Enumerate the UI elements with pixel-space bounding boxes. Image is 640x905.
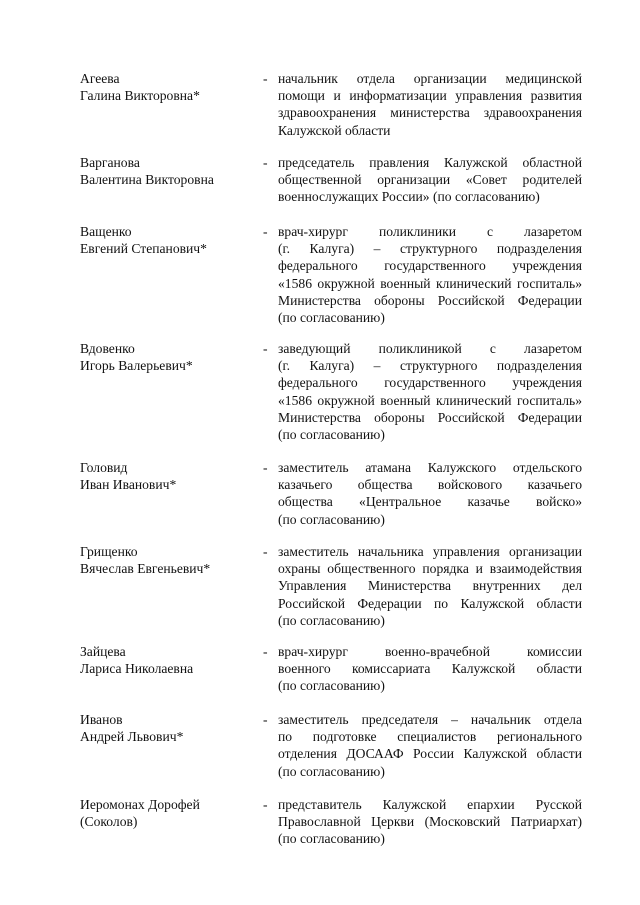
position-line: федерального государственного учреждения (278, 258, 582, 274)
position-line: «1586 окружной военный клинический госпиталь» (278, 275, 582, 291)
member-surname: Агеева (80, 71, 120, 86)
dash-separator: - (263, 797, 268, 812)
position-line: здравоохранения министерства здравоохранения (278, 105, 582, 121)
member-name (80, 340, 255, 374)
position-line: военного комиссариата Калужской области (278, 661, 582, 677)
dash-separator: - (263, 460, 268, 475)
position-line: врач-хирург поликлиники с лазаретом (278, 224, 582, 239)
position-line: (по согласованию) (278, 831, 385, 847)
position-line: общественной организации «Совет родителей (278, 172, 582, 188)
dash-separator: - (263, 644, 268, 659)
member-position (278, 711, 582, 780)
member-position (278, 643, 582, 695)
position-line: «1586 окружной военный клинический госпиталь» (278, 392, 582, 408)
dash-separator: - (263, 71, 268, 86)
member-name (80, 223, 255, 257)
position-line: заместитель председателя – начальник отдела (278, 712, 582, 727)
position-line: (по согласованию) (278, 427, 385, 443)
member-name (80, 643, 255, 677)
member-position (278, 340, 582, 443)
position-line: военнослужащих России» (по согласованию) (278, 189, 540, 205)
position-line: Калужской области (278, 122, 391, 138)
member-given-names: Валентина Викторовна (80, 172, 214, 188)
member-position (278, 70, 582, 139)
position-line: заместитель атамана Калужского отдельского (278, 460, 582, 475)
dash-separator: - (263, 155, 268, 170)
dash-separator: - (263, 224, 268, 239)
member-given-names: (Соколов) (80, 814, 138, 830)
member-surname: Иеромонах Дорофей (80, 797, 200, 812)
position-line: представитель Калужской епархии Русской (278, 797, 582, 812)
member-name (80, 154, 255, 188)
member-surname: Зайцева (80, 644, 126, 659)
position-line: начальник отдела организации медицинской (278, 71, 582, 86)
position-line: (г. Калуга) – структурного подразделения (278, 241, 582, 257)
position-line: (по согласованию) (278, 310, 385, 326)
member-surname: Ващенко (80, 224, 132, 239)
member-surname: Грищенко (80, 544, 138, 559)
member-given-names: Евгений Степанович* (80, 241, 207, 257)
position-line: Православной Церкви (Московский Патриархат) (278, 814, 582, 830)
member-given-names: Лариса Николаевна (80, 661, 194, 677)
position-line: (по согласованию) (278, 612, 385, 628)
position-line: (по согласованию) (278, 763, 385, 779)
position-line: отделения ДОСААФ России Калужской области (278, 746, 582, 762)
member-name (80, 796, 255, 830)
position-line: врач-хирург военно-врачебной комиссии (278, 644, 582, 659)
member-name (80, 711, 255, 745)
position-line: заведующий поликлиникой с лазаретом (278, 341, 582, 356)
member-given-names: Игорь Валерьевич* (80, 358, 193, 374)
member-position (278, 543, 582, 629)
position-line: Министерства обороны Российской Федерации (278, 292, 582, 308)
member-given-names: Вячеслав Евгеньевич* (80, 561, 211, 577)
member-name (80, 543, 255, 577)
member-position (278, 223, 582, 326)
member-surname: Варганова (80, 155, 140, 170)
position-line: казачьего общества войскового казачьего (278, 477, 582, 493)
position-line: Российской Федерации по Калужской области (278, 595, 582, 611)
position-line: Управления Министерства внутренних дел (278, 578, 582, 594)
position-line: председатель правления Калужской областной (278, 155, 582, 170)
position-line: (по согласованию) (278, 511, 385, 527)
member-name (80, 70, 255, 104)
dash-separator: - (263, 341, 268, 356)
position-line: по подготовке специалистов регионального (278, 729, 582, 745)
dash-separator: - (263, 544, 268, 559)
member-position (278, 796, 582, 848)
member-position (278, 459, 582, 528)
dash-separator: - (263, 712, 268, 727)
member-surname: Вдовенко (80, 341, 135, 356)
position-line: заместитель начальника управления организации (278, 544, 582, 559)
member-surname: Иванов (80, 712, 123, 727)
position-line: федерального государственного учреждения (278, 375, 582, 391)
member-name (80, 459, 255, 493)
member-given-names: Галина Викторовна* (80, 88, 200, 104)
member-given-names: Иван Иванович* (80, 477, 177, 493)
position-line: (по согласованию) (278, 678, 385, 694)
position-line: общества «Центральное казачье войско» (278, 494, 582, 510)
member-position (278, 154, 582, 206)
position-line: Министерства обороны Российской Федерации (278, 409, 582, 425)
position-line: (г. Калуга) – структурного подразделения (278, 358, 582, 374)
position-line: охраны общественного порядка и взаимодействия (278, 561, 582, 577)
member-surname: Головид (80, 460, 128, 475)
member-given-names: Андрей Львович* (80, 729, 184, 745)
position-line: помощи и информатизации управления развития (278, 88, 582, 104)
